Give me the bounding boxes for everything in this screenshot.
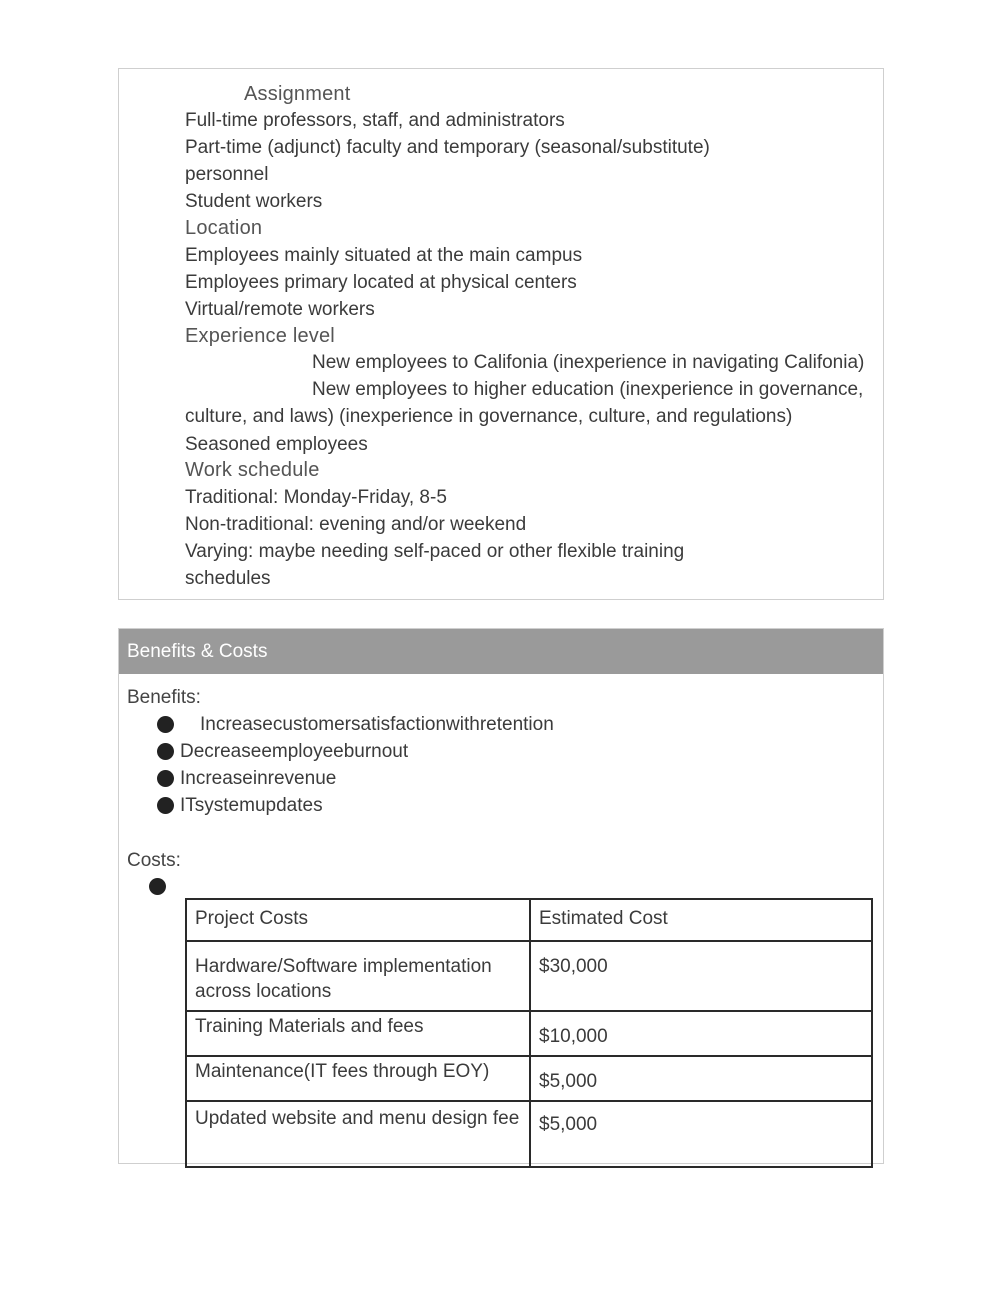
experience-item: New employees to higher education (inexperience in governance, (312, 379, 864, 400)
benefit-item: ITsystemupdates (180, 795, 323, 816)
table-header-cell: Estimated Cost (530, 899, 872, 941)
bullet-icon (157, 743, 174, 760)
assignment-item: Part-time (adjunct) faculty and temporary (seasonal/substitute) (185, 137, 710, 158)
location-item: Employees primary located at physical centers (185, 272, 577, 293)
bullet-icon (157, 716, 174, 733)
table-header-row (186, 899, 872, 941)
experience-item: New employees to Califonia (inexperience in navigating Califonia) (312, 352, 865, 373)
table-row (186, 941, 872, 1011)
bullet-icon (149, 878, 166, 895)
table-header-cell: Project Costs (186, 899, 530, 941)
experience-item: Seasoned employees (185, 434, 368, 455)
assignment-heading: Assignment (244, 83, 351, 105)
costs-table (185, 898, 873, 1168)
location-heading: Location (185, 217, 263, 239)
table-row (186, 1011, 872, 1056)
schedule-item: schedules (185, 568, 271, 589)
location-item: Virtual/remote workers (185, 299, 375, 320)
section-title: Benefits & Costs (127, 641, 268, 662)
bullet-icon (157, 770, 174, 787)
assignment-item: personnel (185, 164, 269, 185)
experience-heading: Experience level (185, 325, 335, 347)
section-header-bar (119, 629, 883, 674)
assignment-item: Full-time professors, staff, and administrators (185, 110, 565, 131)
experience-item: culture, and laws) (inexperience in governance, culture, and regulations) (185, 406, 793, 427)
cost-item: Hardware/Software implementation across locations (186, 941, 530, 1011)
benefits-label: Benefits: (127, 687, 201, 708)
costs-label: Costs: (127, 850, 181, 871)
cost-value: $5,000 (530, 1101, 872, 1167)
cost-value: $10,000 (530, 1011, 872, 1056)
cost-item: Updated website and menu design fee (186, 1101, 530, 1167)
assignment-item: Student workers (185, 191, 323, 212)
schedule-item: Varying: maybe needing self-paced or other flexible training (185, 541, 685, 562)
cost-value: $30,000 (530, 941, 872, 1011)
schedule-item: Non-traditional: evening and/or weekend (185, 514, 527, 535)
benefit-item: Increasecustomersatisfactionwithretention (200, 714, 554, 735)
location-item: Employees mainly situated at the main campus (185, 245, 583, 266)
cost-value: $5,000 (530, 1056, 872, 1101)
benefit-item: Increaseinrevenue (180, 768, 337, 789)
schedule-heading: Work schedule (185, 459, 320, 481)
cost-item: Training Materials and fees (186, 1011, 530, 1056)
table-row (186, 1056, 872, 1101)
bullet-icon (157, 797, 174, 814)
schedule-item: Traditional: Monday-Friday, 8-5 (185, 487, 447, 508)
table-row (186, 1101, 872, 1167)
benefit-item: Decreaseemployeeburnout (180, 741, 409, 762)
cost-item: Maintenance(IT fees through EOY) (186, 1056, 530, 1101)
